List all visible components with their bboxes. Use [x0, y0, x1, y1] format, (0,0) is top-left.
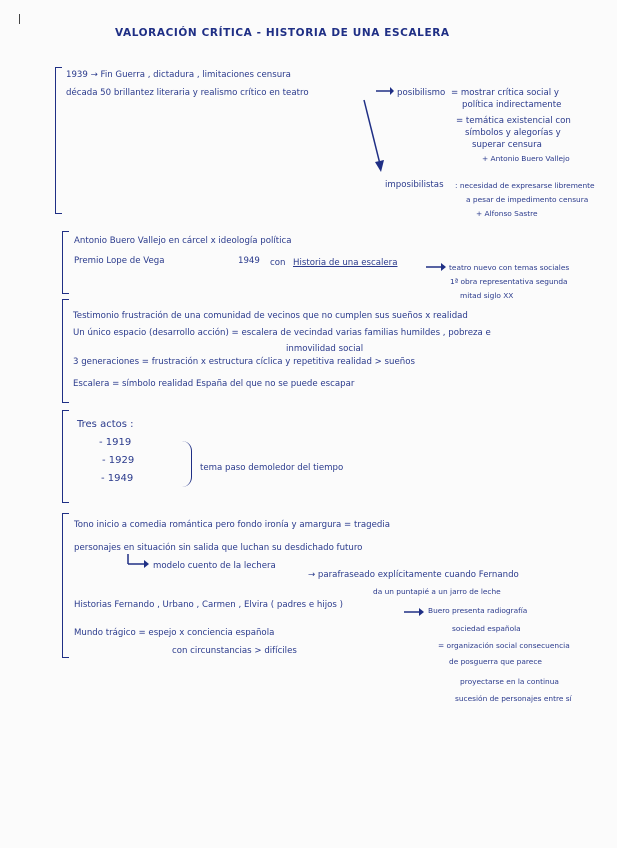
award-label: Premio Lope de Vega: [74, 256, 165, 266]
posibilismo-def-4: símbolos y alegorías y: [465, 128, 561, 138]
imposibilistas-def-1: : necesidad de expresarse libremente: [455, 181, 595, 190]
posibilismo-label: posibilismo: [397, 88, 446, 98]
context-line-1: 1939 → Fin Guerra , dictadura , limitaciones censura: [66, 70, 291, 80]
imposibilistas-def-2: a pesar de impedimento censura: [466, 195, 589, 204]
tone-model-note-2: da un puntapié a un jarro de leche: [373, 587, 501, 596]
posibilismo-author: + Antonio Buero Vallejo: [482, 154, 570, 163]
posibilismo-def-3: = temática existencial con: [456, 116, 571, 126]
tone-line-6: con circunstancias > difíciles: [172, 646, 297, 656]
award-con: con: [270, 258, 286, 268]
section-bracket-acts: [62, 410, 63, 503]
acts-heading: Tres actos :: [77, 419, 134, 430]
tone-note-2: sociedad española: [452, 624, 521, 633]
section-bracket-context: [55, 67, 56, 214]
work-title: Historia de una escalera: [293, 258, 398, 268]
author-line-1: Antonio Buero Vallejo en cárcel x ideología política: [74, 236, 292, 246]
act-year-1: - 1919: [99, 437, 132, 448]
theme-line-1: Testimonio frustración de una comunidad de vecinos que no cumplen sus sueños x realidad: [73, 311, 468, 321]
imposibilistas-label: imposibilistas: [385, 180, 444, 190]
tone-note-1: Buero presenta radiografía: [428, 606, 528, 615]
act-year-3: - 1949: [101, 473, 134, 484]
tone-model-note-1: → parafraseado explícitamente cuando Fernando: [308, 570, 519, 580]
tone-note-6: sucesión de personajes entre sí: [455, 694, 572, 703]
section-bracket-author: [62, 231, 63, 294]
tone-line-5: Mundo trágico = espejo x conciencia española: [74, 628, 275, 638]
tone-line-2: personajes en situación sin salida que luchan su desdichado futuro: [74, 543, 363, 553]
theme-line-2: Un único espacio (desarrollo acción) = escalera de vecindad varias familias humildes , pobreza e: [73, 328, 491, 338]
posibilismo-def-5: superar censura: [472, 140, 542, 150]
act-year-2: - 1929: [102, 455, 135, 466]
tone-note-5: proyectarse en la continua: [460, 677, 559, 686]
section-bracket-tone: [62, 513, 63, 658]
section-bracket-theme: [62, 299, 63, 403]
arrow-icon: [404, 607, 424, 617]
tone-note-3: = organización social consecuencia: [438, 641, 570, 650]
tone-note-4: de posguerra que parece: [449, 657, 542, 666]
theme-line-3: inmovilidad social: [286, 344, 364, 354]
work-note-1: teatro nuevo con temas sociales: [449, 263, 570, 272]
arrow-icon: [376, 86, 394, 96]
arrow-icon: [426, 262, 446, 272]
posibilismo-def-1: = mostrar crítica social y: [451, 88, 559, 98]
work-note-3: mitad siglo XX: [460, 291, 514, 300]
work-note-2: 1ª obra representativa segunda: [450, 277, 568, 286]
imposibilistas-author: + Alfonso Sastre: [476, 209, 538, 218]
theme-line-4: 3 generaciones = frustración x estructura cíclica y repetitiva realidad > sueños: [73, 357, 415, 367]
acts-theme: tema paso demoledor del tiempo: [200, 463, 344, 473]
posibilismo-def-2: política indirectamente: [462, 100, 562, 110]
page-title: VALORACIÓN CRÍTICA - HISTORIA DE UNA ESCALERA: [115, 27, 450, 39]
arrow-icon: [126, 554, 150, 570]
arrow-icon: [362, 100, 386, 172]
context-line-2: década 50 brillantez literaria y realismo crítico en teatro: [66, 88, 309, 98]
tone-model: modelo cuento de la lechera: [153, 561, 276, 571]
acts-brace: [181, 441, 192, 487]
award-year: 1949: [238, 256, 260, 266]
margin-mark: [19, 14, 21, 24]
theme-line-5: Escalera = símbolo realidad España del que no se puede escapar: [73, 379, 355, 389]
tone-line-4: Historias Fernando , Urbano , Carmen , Elvira ( padres e hijos ): [74, 600, 343, 610]
tone-line-1: Tono inicio a comedia romántica pero fondo ironía y amargura = tragedia: [74, 520, 391, 530]
